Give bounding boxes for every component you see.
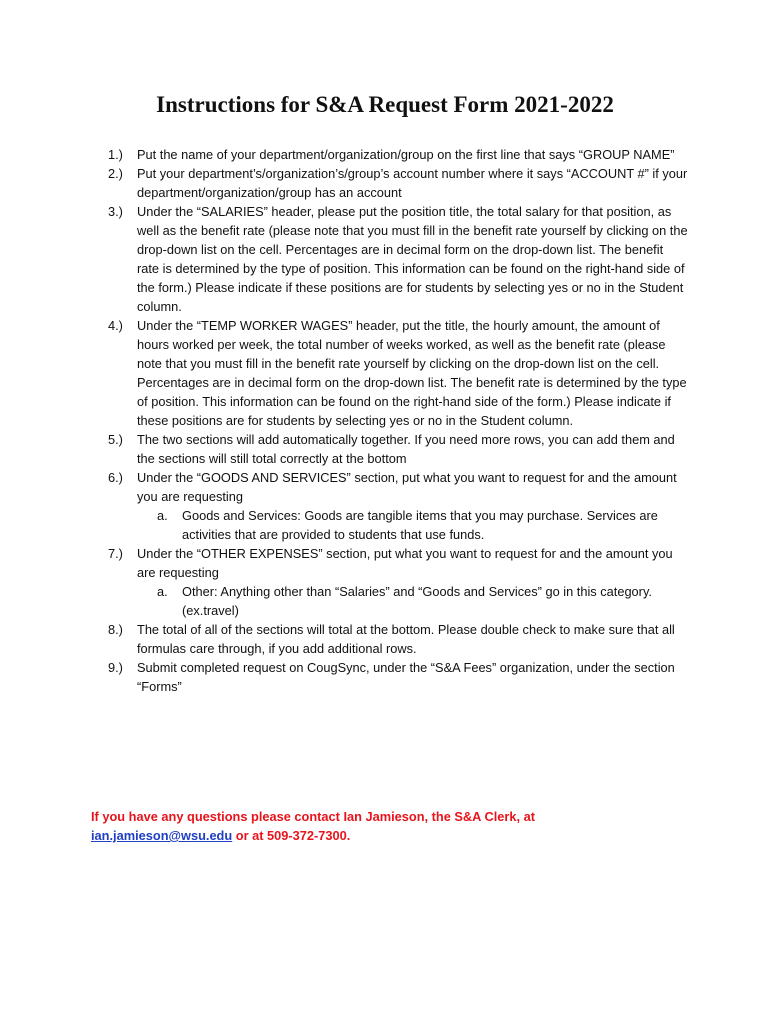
contact-lead-text: If you have any questions please contact Ian Jamieson, the S&A Clerk, at [91, 809, 535, 824]
item-number: 5.) [108, 432, 123, 447]
sub-list-item [137, 582, 688, 620]
instruction-list [108, 145, 688, 696]
item-number: 9.) [108, 660, 123, 675]
list-item [108, 202, 688, 316]
item-number: 8.) [108, 622, 123, 637]
list-item [108, 468, 688, 506]
sub-item-letter: a. [157, 584, 168, 599]
item-text: Put the name of your department/organization/group on the first line that says “GROUP NAME” [137, 147, 675, 162]
list-item [108, 658, 688, 696]
sub-item-text: Other: Anything other than “Salaries” and “Goods and Services” go in this category. (ex.travel) [182, 584, 652, 618]
item-text: The total of all of the sections will total at the bottom. Please double check to make sure that all formulas care through, if you add additional rows. [137, 622, 675, 656]
contact-note [91, 807, 651, 845]
list-item [108, 145, 688, 164]
item-number: 1.) [108, 147, 123, 162]
list-item [108, 164, 688, 202]
sub-list-item [137, 506, 688, 544]
item-text: Under the “TEMP WORKER WAGES” header, put the title, the hourly amount, the amount of hours worked per week, the total number of weeks worked, as well as the benefit rate (please note that you must fill in the benefit rate yourself by clicking on the drop-down list on the cell. Percentages are in decimal form on the drop-down list. The benefit rate is determined by the type of position. This information can be found on the right-hand side of the form.) Please indicate if these positions are for students by selecting yes or no in the Student column. [137, 318, 687, 428]
sub-item-text: Goods and Services: Goods are tangible items that you may purchase. Services are activities that are provided to students that use funds. [182, 508, 658, 542]
item-text: The two sections will add automatically together. If you need more rows, you can add them and the sections will still total correctly at the bottom [137, 432, 675, 466]
list-item [108, 316, 688, 430]
item-number: 2.) [108, 166, 123, 181]
item-number: 3.) [108, 204, 123, 219]
item-text: Under the “SALARIES” header, please put the position title, the total salary for that position, as well as the benefit rate (please note that you must fill in the benefit rate yourself by clicking on the drop-down list on the cell. Percentages are in decimal form on the drop-down list. The benefit rate is determined by the type of position. This information can be found on the right-hand side of the form.) Please indicate if these positions are for students by selecting yes or no in the Student column. [137, 204, 688, 314]
list-item [108, 620, 688, 658]
item-text: Put your department’s/organization’s/group’s account number where it says “ACCOUNT #” if your department/organization/group has an account [137, 166, 688, 200]
item-text: Under the “OTHER EXPENSES” section, put what you want to request for and the amount you are requesting [137, 546, 673, 580]
document-title: Instructions for S&A Request Form 2021-2022 [156, 92, 614, 117]
item-number: 4.) [108, 318, 123, 333]
contact-tail-text: or at 509-372-7300. [232, 828, 351, 843]
email-link[interactable]: ian.jamieson@wsu.edu [91, 828, 233, 843]
item-text: Submit completed request on CougSync, under the “S&A Fees” organization, under the section “Forms” [137, 660, 675, 694]
item-number: 6.) [108, 470, 123, 485]
item-number: 7.) [108, 546, 123, 561]
item-text: Under the “GOODS AND SERVICES” section, put what you want to request for and the amount you are requesting [137, 470, 677, 504]
sub-item-letter: a. [157, 508, 168, 523]
list-item [108, 544, 688, 582]
list-item [108, 430, 688, 468]
